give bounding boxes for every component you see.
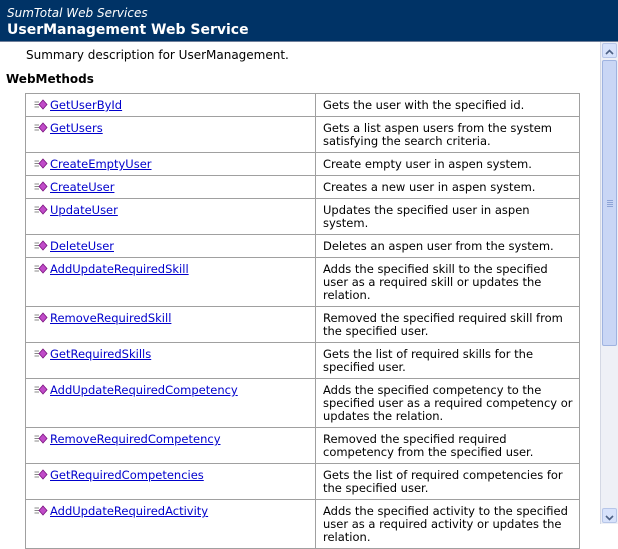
method-description: Adds the specified competency to the specified user as a required competency or updates the relation.: [316, 379, 580, 428]
method-icon: [34, 469, 48, 480]
method-description: Removed the specified required competency from the specified user.: [316, 428, 580, 464]
table-row: [26, 379, 580, 428]
methods-table: [25, 93, 580, 549]
method-description: Updates the specified user in aspen system.: [316, 199, 580, 235]
method-link[interactable]: RemoveRequiredCompetency: [50, 432, 221, 446]
method-description: Removed the specified required skill from the specified user.: [316, 307, 580, 343]
page-header: [0, 0, 618, 42]
method-icon: [34, 348, 48, 359]
table-row: [26, 94, 580, 117]
method-link[interactable]: GetRequiredCompetencies: [50, 468, 204, 482]
content-area: [0, 42, 600, 544]
method-icon: [34, 122, 48, 133]
table-row: [26, 117, 580, 153]
method-description: Create empty user in aspen system.: [316, 153, 580, 176]
method-icon: [34, 204, 48, 215]
method-link[interactable]: GetUserById: [50, 98, 123, 112]
scroll-down-button[interactable]: [602, 508, 617, 523]
method-description: Gets the list of required competencies for the specified user.: [316, 464, 580, 500]
method-name-cell: [26, 343, 316, 379]
service-title: UserManagement Web Service: [7, 22, 249, 38]
vertical-scrollbar[interactable]: [600, 42, 618, 524]
method-icon: [34, 99, 48, 110]
method-link[interactable]: CreateEmptyUser: [50, 157, 152, 171]
table-row: [26, 235, 580, 258]
method-icon: [34, 505, 48, 516]
method-description: Deletes an aspen user from the system.: [316, 235, 580, 258]
method-name-cell: [26, 117, 316, 153]
app-title: SumTotal Web Services: [7, 6, 148, 20]
table-row: [26, 199, 580, 235]
arrow-up-icon: [603, 46, 616, 59]
method-description: Gets the user with the specified id.: [316, 94, 580, 117]
method-icon: [34, 181, 48, 192]
method-icon: [34, 433, 48, 444]
section-title: WebMethods: [6, 72, 94, 86]
method-name-cell: [26, 94, 316, 117]
method-description: Creates a new user in aspen system.: [316, 176, 580, 199]
method-icon: [34, 263, 48, 274]
method-name-cell: [26, 307, 316, 343]
table-row: [26, 428, 580, 464]
method-description: Gets the list of required skills for the specified user.: [316, 343, 580, 379]
method-name-cell: [26, 379, 316, 428]
method-name-cell: [26, 199, 316, 235]
method-link[interactable]: UpdateUser: [50, 203, 118, 217]
method-name-cell: [26, 153, 316, 176]
method-name-cell: [26, 176, 316, 199]
table-row: [26, 153, 580, 176]
method-name-cell: [26, 235, 316, 258]
method-link[interactable]: AddUpdateRequiredActivity: [50, 504, 209, 518]
method-description: Gets a list aspen users from the system satisfying the search criteria.: [316, 117, 580, 153]
table-row: [26, 464, 580, 500]
table-row: [26, 307, 580, 343]
scroll-thumb[interactable]: [602, 60, 617, 346]
method-name-cell: [26, 258, 316, 307]
method-name-cell: [26, 464, 316, 500]
method-link[interactable]: CreateUser: [50, 180, 115, 194]
method-icon: [34, 384, 48, 395]
method-link[interactable]: DeleteUser: [50, 239, 114, 253]
service-summary: Summary description for UserManagement.: [26, 48, 289, 62]
table-row: [26, 500, 580, 549]
table-row: [26, 258, 580, 307]
method-name-cell: [26, 500, 316, 549]
method-description: Adds the specified activity to the specified user as a required activity or updates the relation.: [316, 500, 580, 549]
scroll-up-button[interactable]: [602, 43, 617, 58]
table-row: [26, 176, 580, 199]
method-icon: [34, 312, 48, 323]
method-icon: [34, 158, 48, 169]
method-link[interactable]: AddUpdateRequiredSkill: [50, 262, 189, 276]
method-link[interactable]: RemoveRequiredSkill: [50, 311, 172, 325]
table-row: [26, 343, 580, 379]
method-name-cell: [26, 428, 316, 464]
arrow-down-icon: [603, 511, 616, 524]
method-description: Adds the specified skill to the specified user as a required skill or updates the relation.: [316, 258, 580, 307]
method-link[interactable]: GetRequiredSkills: [50, 347, 152, 361]
method-link[interactable]: GetUsers: [50, 121, 103, 135]
method-icon: [34, 240, 48, 251]
method-link[interactable]: AddUpdateRequiredCompetency: [50, 383, 238, 397]
